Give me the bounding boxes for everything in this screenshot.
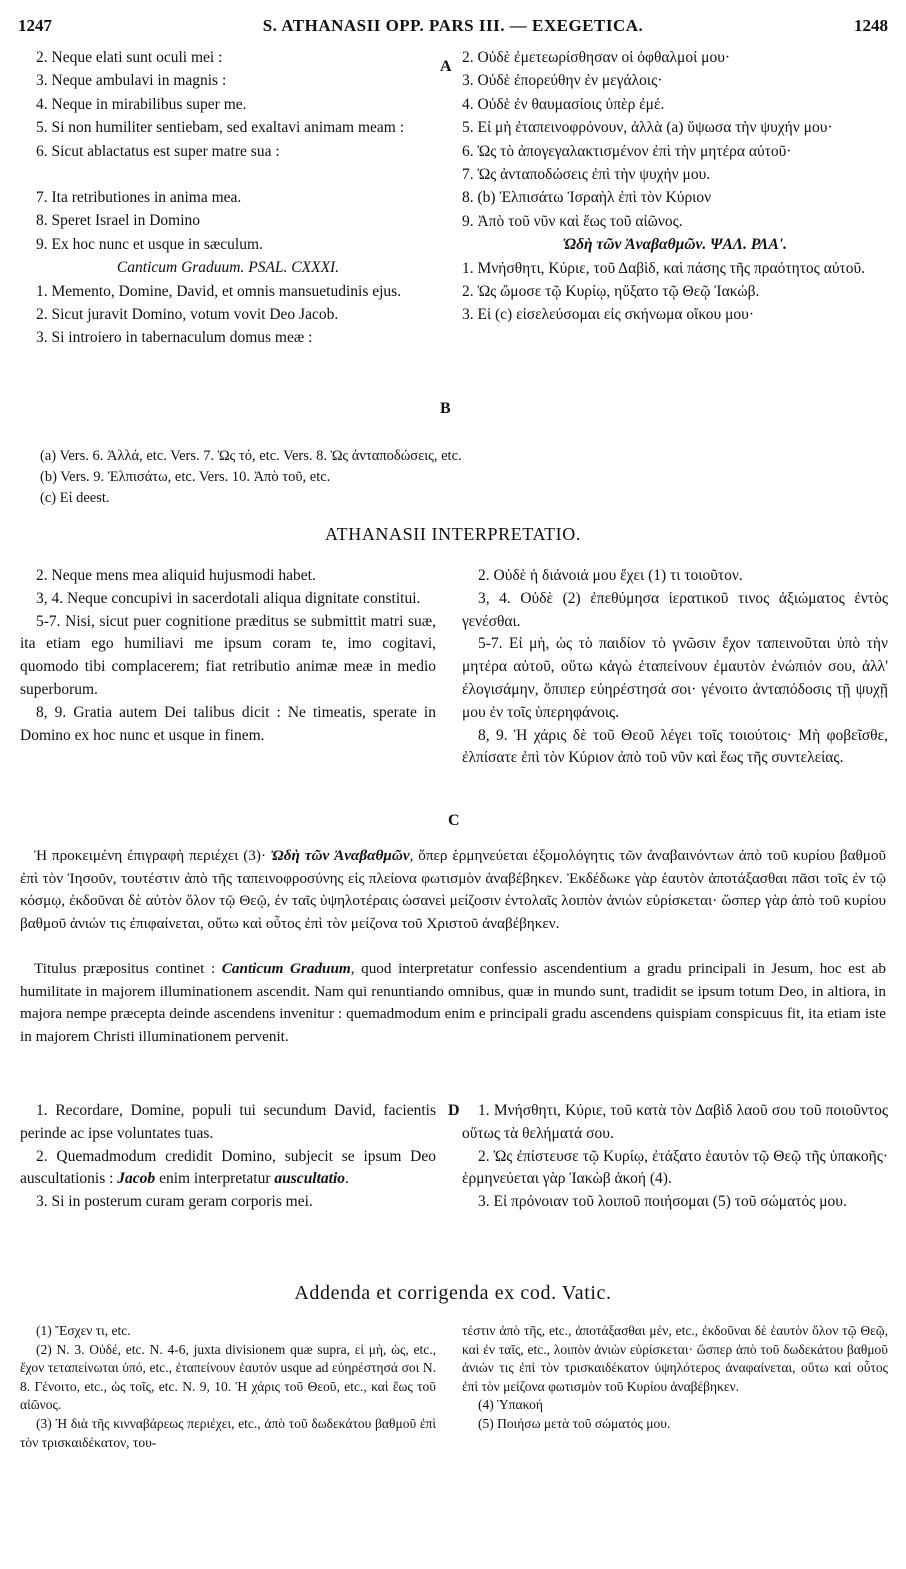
latin-verse: 2. Sicut juravit Domino, votum vovit Deo Jacob. [36,306,339,324]
addenda-left-column [20,1322,448,1452]
page-number-left: 1247 [18,16,52,35]
greek-column [448,1100,888,1214]
latin-column [20,1100,448,1214]
latin-verse: 7. Ita retributiones in anima mea. [36,189,242,207]
page-header [18,16,888,40]
interpretation-block [20,565,888,770]
addenda-note: (3) Ἡ διὰ τῆς κινναβάρεως περιέχει, etc., ἀπὸ τοῦ δωδεκάτου βαθμοῦ ἐπὶ τὸν τρισκαιδέκατον, του- [20,1415,436,1450]
greek-paragraph: 5-7. Εἰ μὴ, ὡς τὸ παιδίον τὸ γνῶσιν ἔχον ταπεινοῦται ὑπὸ τὴν μητέρα αὐτοῦ, οὕτω κἀγὼ ἐταπείνουν ἐμαυτὸν ἐνώπιόν σου, ἀλλ' ἐλογισάμην, ὅπιπερ εὐηρέστησά σοι· γένοιτο ἀνταπόδοσις τῇ ψυχῇ μου ἐν τοῖς ὑπερηφάνοις. [462,635,888,721]
greek-paragraph: 2. Οὐδὲ ἡ διάνοιά μου ἔχει (1) τι τοιοῦτον. [478,567,743,584]
addenda-note: τέστιν ἀπὸ τῆς, etc., ἀποτάξασθαι μέν, etc., ἐκδοῦναι δὲ ἑαυτὸν ὅλον τῷ Θεῷ, καὶ ἐν ταῖς, etc., λοιπὸν ἀνιὼν εὑρίσκεται· ὥσπερ ἀπὸ τοῦ δωδεκάτου βαθμοῦ ἀνιών τις ἐπὶ τὸν τρισκαιδέκατον ὑψηλότερος ἀναφαίνεται, οὕτω καὶ οὗτος ἐπὶ τὸν μείζονα φωτισμὸν τοῦ Κυρίου ἀναβέβηκεν. [462,1323,888,1394]
addenda-right-column [448,1322,888,1452]
greek-verse: 3. Οὐδὲ ἐπορεύθην ἐν μεγάλοις· [462,72,663,90]
latin-verse: 8. Speret Israel in Domino [36,212,201,230]
psalm-text-block [20,46,888,350]
greek-verse: 9. Ἀπὸ τοῦ νῦν καὶ ἕως τοῦ αἰῶνος. [462,212,683,230]
addenda-note: (1) Ἔσχεν τι, etc. [36,1323,131,1338]
running-title: S. ATHANASII OPP. PARS III. — EXEGETICA. [262,16,644,35]
latin-paragraph: 8, 9. Gratia autem Dei talibus dicit : Ne timeatis, sperate in Domino ex hoc nunc et usque in finem. [20,703,436,744]
addenda-heading: Addenda et corrigenda ex cod. Vatic. [294,1282,612,1304]
latin-verse: 4. Neque in mirabilibus super me. [36,95,247,113]
greek-psalm-heading: Ὠδὴ τῶν Ἀναβαθμῶν. ΨΑΛ. ΡΛΑ'. [563,236,787,254]
latin-verse: 1. Memento, Domine, David, et omnis mansuetudinis ejus. [36,282,402,300]
greek-paragraph: 1. Μνήσθητι, Κύριε, τοῦ κατὰ τὸν Δαβὶδ λαοῦ σου τοῦ ποιοῦντος οὕτως τὰ θελήματά σου. [462,1102,888,1142]
greek-column [448,565,888,770]
latin-verse: 6. Sicut ablactatus est super matre sua : [36,142,280,160]
greek-verse: 1. Μνήσθητι, Κύριε, τοῦ Δαβὶδ, καὶ πάσης τῆς πραότητος αὐτοῦ. [462,259,866,277]
latin-text: . [345,1170,349,1188]
commentary-title: Canticum Graduum [221,960,351,977]
latin-column [20,46,448,350]
latin-paragraph: 3. Si in posterum curam geram corporis mei. [36,1193,313,1211]
commentary-lead: Titulus præpositus continet : [34,960,222,977]
margin-marker-b: B [440,400,451,417]
latin-emphasis: Jacob [117,1170,156,1188]
latin-paragraph: 1. Recordare, Domine, populi tui secundum David, facientis perinde ac ipse voluntates tuas. [20,1102,436,1142]
commentary-text: , ὅπερ ἑρμηνεύεται ἐξομολόγητις τῶν ἀναβαινόντων ἀπὸ τοῦ κυρίου βαθμοῦ ἐπὶ τὸν Ἰησοῦν, τουτέστιν ἀπὸ τῆς ταπεινοφροσύνης εἰς πλείονα φωτισμὸν ἀναβέβηκεν. Ἐκδέδωκε γὰρ ἑαυτὸν ἀποτάξασθαι πᾶσι τοῖς ἐν τῷ κόσμῳ, ἐκδοῦναι δὲ αὐτὸν ὅλον τῷ Θεῷ, ἐν ταῖς ὑψηλοτέραις ὡσανεὶ μείζοσιν ἐντολαῖς λοιπὸν ἀνιὼν εὑρίσκεται· ὥσπερ γὰρ ἀπὸ τοῦ κυρίου βαθμοῦ ἀνιών τις ἐπιφαίνεται, οὕτω καὶ οὗτος ἐπὶ τὸν μείζονα τοῦ Χριστοῦ ἀναβέβηκεν. [20,847,887,932]
page-number-right: 1248 [854,16,888,35]
latin-verse: 3. Neque ambulavi in magnis : [36,72,227,90]
latin-paragraph: 2. Neque mens mea aliquid hujusmodi habet. [36,567,316,584]
commentary-text: , quod interpretatur confessio ascendentium a gradu principali in Jesum, hoc est ab humilitate in majorem illuminationem ascendit. Nam qui renuntiando omnibus, quæ in mundo sunt, tradidit se ipsum totum Deo, in altiora, in majora nempe præcepta deinde ascendens invenitur : quemadmodum enim e principali gradu ascendens quispiam conspicuus fit, ita etiam iste in majorem Christi illuminationem pervenit. [20,960,886,1045]
greek-paragraph: 3, 4. Οὐδὲ (2) ἐπεθύμησα ἱερατικοῦ τινος ἀξιώματος ἐντὸς γενέσθαι. [462,589,888,630]
margin-marker-d: D [448,1102,460,1119]
latin-verse: 9. Ex hoc nunc et usque in sæculum. [36,235,263,253]
commentary-lead: Ἡ προκειμένη ἐπιγραφὴ περιέχει (3)· [34,847,271,864]
greek-verse: 7. Ὡς ἀνταποδώσεις ἐπὶ τὴν ψυχήν μου. [462,166,711,184]
latin-verse: 5. Si non humiliter sentiebam, sed exaltavi animam meam : [36,119,405,137]
latin-emphasis: auscultatio [274,1170,346,1188]
addenda-note: (2) N. 3. Οὐδέ, etc. N. 4-6, juxta divisionem quæ supra, εἰ μὴ, ὡς, etc., ἔχον τεταπείνωται ὑπό, etc., ἐταπείνουν ἑαυτόν usque ad εὐηρέστησά σοι N. 8. Γένοιτο, etc., ὡς τοῖς, etc. N. 9, 10. Ἡ χάρις τοῦ Θεοῦ, etc., καὶ ἕως τοῦ αἰῶνος. [20,1341,436,1413]
footnote: (c) Εἰ deest. [40,490,110,506]
latin-paragraph: 5-7. Nisi, sicut puer cognitione præditus se submittit matri suæ, ita etiam ego humiliavi me ipsum coram te, imo cogitavi, quomodo tibi complacerem; fiat retributio animæ meæ in medio superborum. [20,612,436,698]
greek-verse: 2. Οὐδὲ ἐμετεωρίσθησαν οἱ ὀφθαλμοί μου· [462,49,731,66]
section-heading: ATHANASII INTERPRETATIO. [325,524,581,544]
margin-marker-a: A [440,58,452,75]
latin-paragraph: 3, 4. Neque concupivi in sacerdotali aliqua dignitate constitui. [36,589,421,607]
greek-verse: 6. Ὡς τὸ ἀπογεγαλακτισμένον ἐπὶ τὴν μητέρα αὐτοῦ· [462,142,792,160]
addenda-note: (4) Ὑπακοή [478,1397,543,1413]
latin-text: 2. Quemadmodum credidit Domino, subjecit se ipsum Deo auscultationis : [20,1147,436,1188]
greek-verse: 4. Οὐδὲ ἐν θαυμασίοις ὑπὲρ ἐμέ. [462,95,665,113]
addenda-note: (5) Ποιήσω μετὰ τοῦ σώματός μου. [478,1415,671,1431]
footnote: (a) Vers. 6. Ἀλλά, etc. Vers. 7. Ὡς τό, etc. Vers. 8. Ὡς ἀνταποδώσεις, etc. [40,448,462,464]
greek-verse: 2. Ὡς ὤμοσε τῷ Κυρίῳ, ηὔξατο τῷ Θεῷ Ἰακώβ. [462,283,760,301]
latin-text: enim interpretatur [155,1170,275,1188]
footnote: (b) Vers. 9. Ἐλπισάτω, etc. Vers. 10. Ἀπὸ τοῦ, etc. [40,469,331,485]
latin-commentary-paragraph [20,958,886,1048]
latin-psalm-heading: Canticum Graduum. PSAL. CXXXI. [116,259,340,277]
greek-column [448,46,888,350]
greek-paragraph: 3. Εἰ πρόνοιαν τοῦ λοιποῦ ποιήσομαι (5) τοῦ σώματός μου. [478,1193,847,1211]
greek-paragraph: 2. Ὡς ἐπίστευσε τῷ Κυρίῳ, ἐτάξατο ἑαυτὸν τῷ Θεῷ τῆς ὑπακοῆς· ἑρμηνεύεται γὰρ Ἰακὼβ ἀκοή (4). [462,1147,888,1188]
addenda-block [20,1322,888,1452]
greek-commentary-paragraph [20,845,886,935]
commentary-title: Ὠδὴ τῶν Ἀναβαθμῶν [270,847,410,864]
latin-paragraph [20,1146,436,1192]
latin-column [20,565,448,770]
greek-verse: 3. Εἰ (c) εἰσελεύσομαι εἰς σκήνωμα οἴκου μου· [462,306,754,324]
footnotes [40,446,462,509]
greek-verse: 8. (b) Ἐλπισάτω Ἰσραὴλ ἐπὶ τὸν Κύριον [462,189,712,207]
latin-verse: 2. Neque elati sunt oculi mei : [36,49,223,66]
greek-paragraph: 8, 9. Ἡ χάρις δὲ τοῦ Θεοῦ λέγει τοῖς τοιούτοις· Μὴ φοβεῖσθε, ἐλπίσατε ἐπὶ τὸν Κύριον ἀπὸ τοῦ νῦν καὶ ἕως τῆς συντελείας. [462,726,888,767]
latin-verse: 3. Si introiero in tabernaculum domus meæ : [36,329,313,347]
margin-marker-c: C [448,812,460,829]
greek-verse: 5. Εἰ μὴ ἐταπεινοφρόνουν, ἀλλὰ (a) ὕψωσα τὴν ψυχήν μου· [462,119,833,137]
